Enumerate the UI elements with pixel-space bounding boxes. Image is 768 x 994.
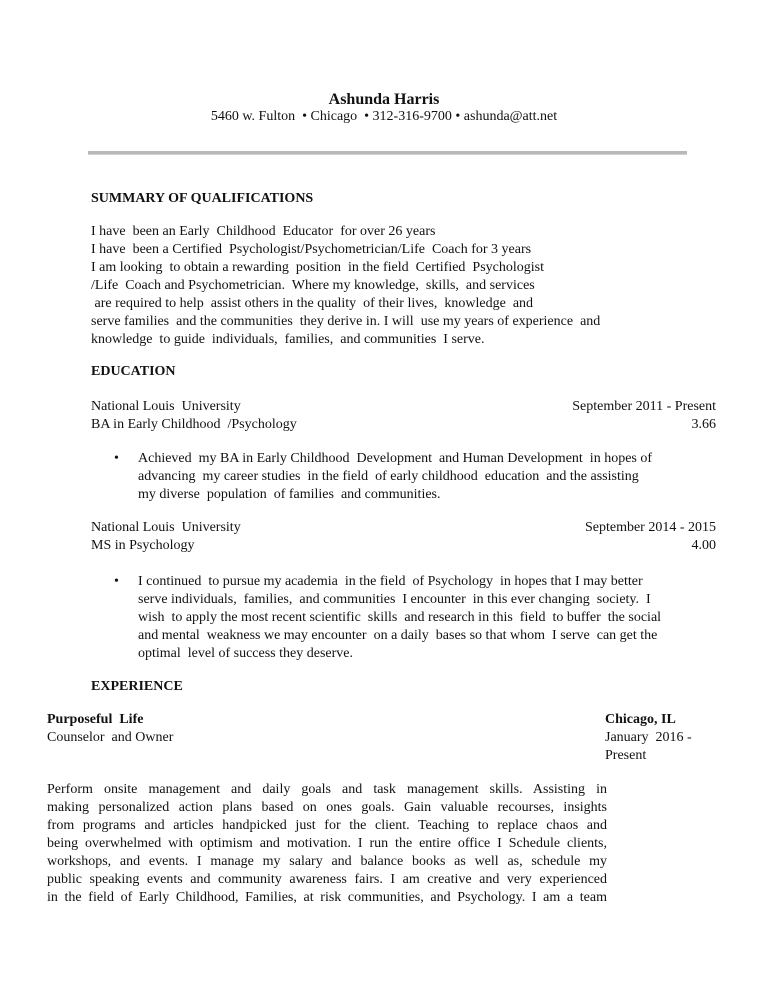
degree-name: BA in Early Childhood /Psychology (91, 417, 297, 432)
gpa: 4.00 (691, 538, 716, 553)
summary-heading: SUMMARY OF QUALIFICATIONS (91, 191, 314, 206)
job-dates-cont: Present (605, 748, 647, 763)
summary-line: are required to help assist others in the quality of their lives, knowledge and (91, 296, 534, 311)
bullet-line: serve individuals, families, and communities I encounter in this ever changing society. I (138, 592, 651, 607)
bullet-line: optimal level of success they deserve. (138, 646, 353, 661)
company-name: Purposeful Life (47, 712, 144, 727)
description-line: being overwhelmed with optimism and motivation. I run the entire office I Schedule clients, (47, 836, 607, 851)
education-dates: September 2014 - 2015 (584, 520, 716, 535)
job-title: Counselor and Owner (47, 730, 174, 745)
gpa: 3.66 (691, 417, 716, 432)
job-description (47, 781, 607, 907)
education-dates: September 2011 - Present (572, 399, 716, 414)
summary-line: I have been an Early Childhood Educator for over 26 years (91, 224, 436, 239)
job-entry (47, 711, 707, 771)
summary-body (91, 223, 651, 349)
contact-info: 5460 w. Fulton • Chicago • 312-316-9700 • ashunda@att.net (210, 109, 558, 124)
education-entry (91, 398, 716, 434)
school-name: National Louis University (91, 520, 241, 535)
education-entry (91, 519, 716, 555)
bullet-line: wish to apply the most recent scientific skills and research in this field to buffer the social (138, 610, 662, 625)
education-bullet-item (114, 450, 684, 504)
job-location: Chicago, IL (605, 712, 676, 727)
experience-heading: EXPERIENCE (91, 679, 183, 694)
description-line: from programs and articles handpicked just for the client. Teaching to replace chaos and (47, 818, 607, 833)
header-divider (88, 151, 687, 155)
description-line: public speaking events and community awareness fairs. I am creative and very experienced (47, 872, 607, 887)
bullet-line: my diverse population of families and communities. (138, 487, 441, 502)
bullet-line: Achieved my BA in Early Childhood Development and Human Development in hopes of (138, 451, 653, 466)
bullet-line: and mental weakness we may encounter on a daily bases so that whom I serve can get the (138, 628, 658, 643)
bullet-line: advancing my career studies in the field of early childhood education and the assisting (138, 469, 639, 484)
bullet-icon: • (114, 574, 119, 589)
bullet-icon: • (114, 451, 119, 466)
resume-name: Ashunda Harris (328, 91, 440, 108)
summary-line: /Life Coach and Psychometrician. Where my knowledge, skills, and services (91, 278, 535, 293)
summary-line: I have been a Certified Psychologist/Psychometrician/Life Coach for 3 years (91, 242, 532, 257)
description-line: workshops, and events. I manage my salary and balance books as well as, schedule my (47, 854, 607, 869)
degree-name: MS in Psychology (91, 538, 195, 553)
education-heading: EDUCATION (91, 364, 176, 379)
summary-line: knowledge to guide individuals, families, and communities I serve. (91, 332, 485, 347)
description-line: making personalized action plans based on ones goals. Gain valuable recourses, insights (47, 800, 607, 815)
summary-line: I am looking to obtain a rewarding position in the field Certified Psychologist (91, 260, 544, 275)
description-line: in the field of Early Childhood, Families, at risk communities, and Psychology. I am a team (47, 890, 607, 905)
description-line: Perform onsite management and daily goals and task management skills. Assisting in (47, 782, 607, 797)
summary-line: serve families and the communities they derive in. I will use my years of experience and (91, 314, 601, 329)
education-bullet-item (114, 573, 694, 663)
job-dates: January 2016 - (605, 730, 692, 745)
bullet-line: I continued to pursue my academia in the field of Psychology in hopes that I may better (138, 574, 643, 589)
school-name: National Louis University (91, 399, 241, 414)
